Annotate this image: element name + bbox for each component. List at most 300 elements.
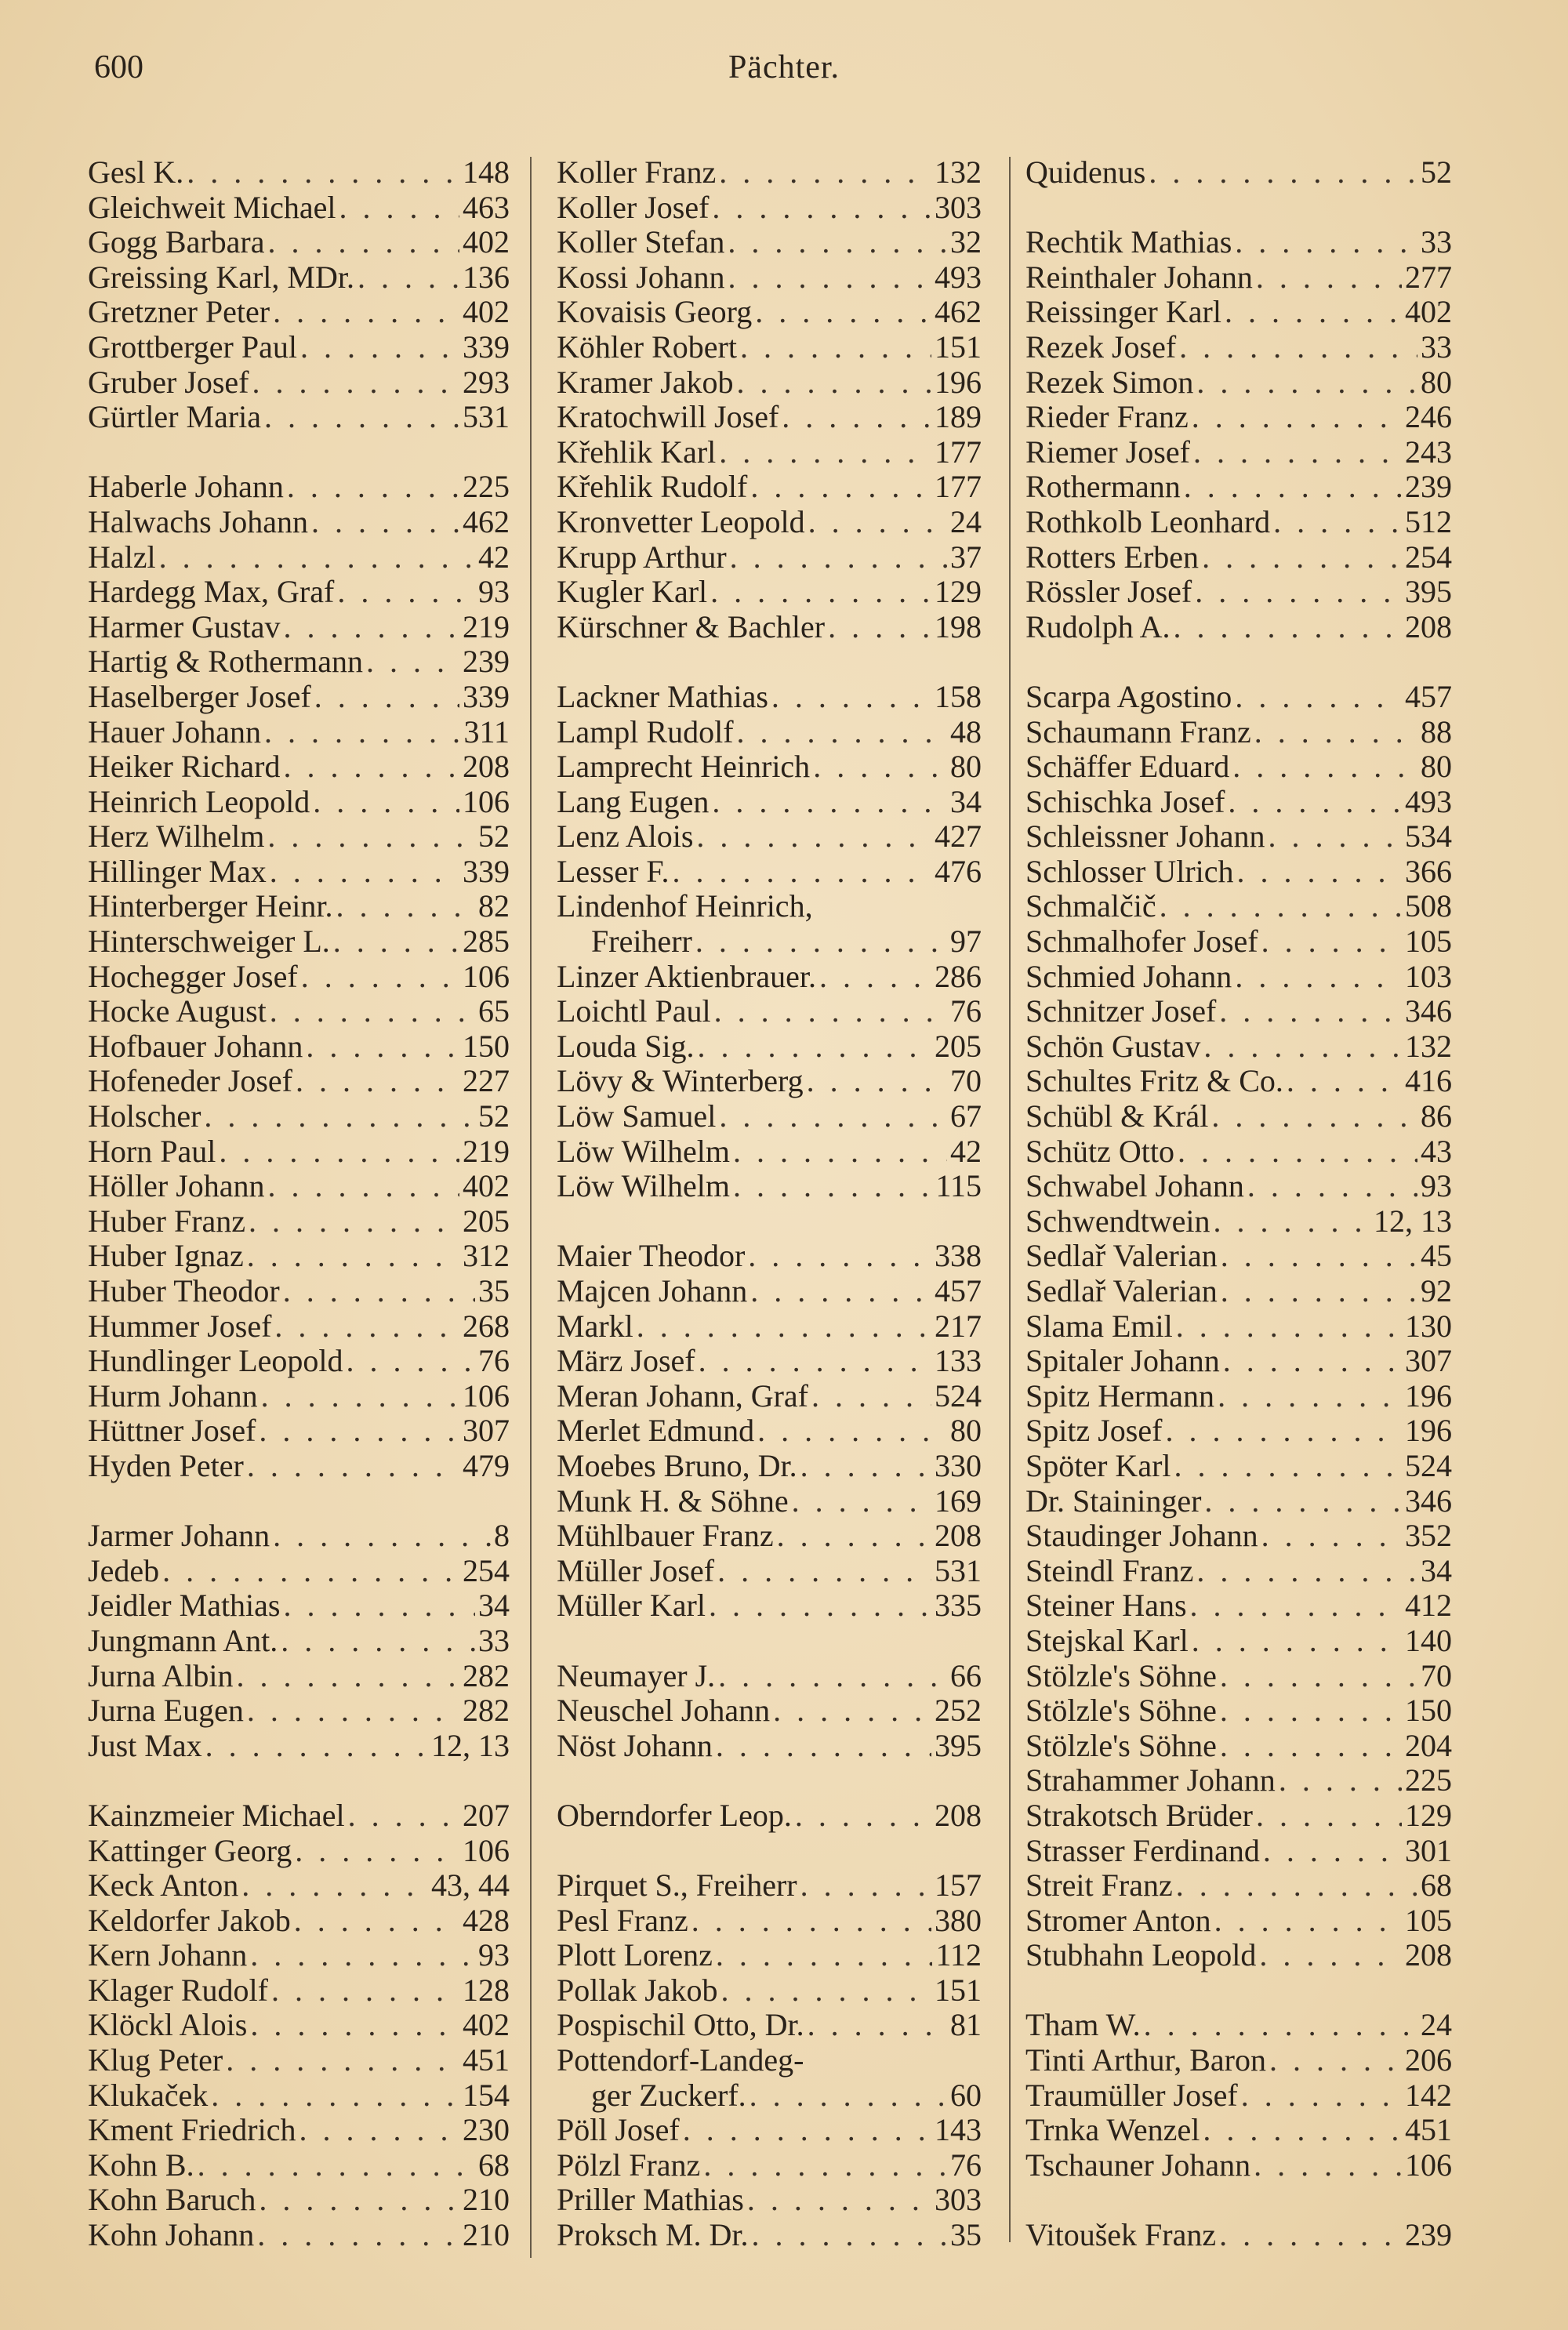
entry-name: Löw Wilhelm — [557, 1134, 730, 1169]
entry-name: Stölzle's Söhne — [1025, 1728, 1217, 1763]
entry-name: Kovaisis Georg — [557, 295, 753, 330]
index-entry — [1025, 1484, 1452, 1519]
entry-name: Gruber Josef — [88, 365, 249, 400]
dot-leader — [1269, 819, 1402, 855]
entry-name: Huber Franz — [88, 1203, 246, 1239]
entry-name: Mühlbauer Franz — [557, 1519, 774, 1554]
index-entry — [557, 1659, 982, 1694]
entry-name: Spitz Josef — [1025, 1414, 1163, 1449]
entry-name: Lang Eugen — [557, 784, 710, 819]
dot-leader — [1179, 330, 1417, 365]
dot-leader — [750, 470, 931, 505]
entry-page-reference: 43, 44 — [431, 1868, 510, 1904]
index-entry — [88, 889, 510, 924]
index-entry — [88, 400, 510, 435]
section-gap — [1025, 191, 1452, 226]
entry-page-reference: 80 — [1421, 365, 1452, 400]
index-entry — [88, 1834, 510, 1869]
entry-name: Strasser Ferdinand — [1025, 1833, 1260, 1868]
entry-page-reference: 204 — [1405, 1728, 1452, 1763]
dot-leader — [336, 889, 475, 924]
index-entry — [88, 330, 510, 365]
entry-page-reference: 412 — [1405, 1588, 1452, 1624]
dot-leader — [1218, 1379, 1402, 1414]
entry-name: Loichtl Paul — [557, 994, 711, 1029]
entry-name: Sedlař Valerian — [1025, 1239, 1218, 1274]
index-entry — [88, 1519, 510, 1554]
index-entry — [1025, 1834, 1452, 1869]
dot-leader — [777, 1519, 931, 1554]
dot-leader — [250, 2008, 459, 2043]
entry-name: Hocke August — [88, 994, 267, 1029]
dot-leader — [226, 2043, 459, 2078]
dot-leader — [284, 1588, 476, 1624]
entry-page-reference: 402 — [463, 225, 510, 260]
index-entry — [557, 1938, 982, 1973]
entry-name: Stejskal Karl — [1025, 1623, 1189, 1658]
index-entry — [557, 1064, 982, 1099]
index-entry — [88, 1449, 510, 1484]
entry-name: Jurna Eugen — [88, 1693, 244, 1729]
index-entry — [1025, 575, 1452, 610]
index-entry — [1025, 1309, 1452, 1345]
entry-name: Plott Lorenz — [557, 1938, 713, 1973]
entry-page-reference: 380 — [935, 1903, 982, 1938]
dot-leader — [219, 1134, 459, 1170]
dot-leader — [1220, 1729, 1402, 1764]
entry-name: Krupp Arthur — [557, 539, 727, 575]
index-entry — [557, 1868, 982, 1904]
entry-name: Kern Johann — [88, 1938, 248, 1973]
index-entry — [1025, 819, 1452, 855]
index-entry — [557, 1729, 982, 1764]
entry-page-reference: 207 — [463, 1798, 510, 1833]
index-entry — [1025, 1449, 1452, 1484]
index-entry — [88, 2008, 510, 2043]
entry-page-reference: 136 — [463, 259, 510, 295]
dot-leader — [268, 1169, 459, 1204]
entry-page-reference: 106 — [1405, 2147, 1452, 2183]
dot-leader — [1211, 1099, 1417, 1134]
entry-name: Halwachs Johann — [88, 504, 309, 539]
dot-leader — [1269, 2043, 1402, 2078]
dot-leader — [267, 819, 475, 855]
entry-page-reference: 68 — [1421, 1868, 1452, 1904]
entry-name: Harmer Gustav — [88, 609, 281, 644]
index-entry — [88, 855, 510, 890]
entry-name: Gürtler Maria — [88, 400, 262, 435]
index-entry — [557, 610, 982, 645]
entry-page-reference: 33 — [1421, 329, 1452, 365]
entry-name: Rotters Erben — [1025, 539, 1200, 575]
index-entry — [88, 2183, 510, 2218]
index-entry — [88, 1693, 510, 1729]
index-entry — [1025, 924, 1452, 960]
dot-leader — [719, 435, 931, 470]
dot-leader — [1259, 1938, 1402, 1973]
dot-leader — [1219, 994, 1402, 1029]
dot-leader — [728, 225, 947, 260]
index-entry — [88, 2043, 510, 2078]
dot-leader — [808, 505, 947, 540]
entry-page-reference: 34 — [478, 1588, 510, 1624]
entry-page-reference: 366 — [1405, 854, 1452, 889]
entry-page-reference: 142 — [1405, 2078, 1452, 2113]
entry-name: Pirquet S., Freiherr — [557, 1868, 797, 1904]
index-entry — [88, 1134, 510, 1170]
entry-name: Nöst Johann — [557, 1728, 713, 1763]
entry-page-reference: 82 — [478, 889, 510, 924]
entry-name: Stubhahn Leopold — [1025, 1938, 1257, 1973]
entry-page-reference: 282 — [463, 1693, 510, 1729]
entry-name: Lampl Rudolf — [557, 714, 734, 749]
entry-page-reference: 115 — [935, 1169, 982, 1204]
index-entry — [88, 1904, 510, 1939]
entry-page-reference: 148 — [463, 155, 510, 190]
entry-name: Rössler Josef — [1025, 575, 1192, 610]
index-entry — [88, 994, 510, 1029]
section-gap — [557, 1204, 982, 1239]
entry-page-reference: 402 — [1405, 295, 1452, 330]
index-entry — [88, 1379, 510, 1414]
dot-leader — [1221, 1239, 1417, 1274]
index-entry — [1025, 400, 1452, 435]
entry-name: Pottendorf-Landeg- — [557, 2043, 804, 2078]
entry-name: Rothkolb Leonhard — [1025, 504, 1271, 539]
entry-page-reference: 210 — [463, 2183, 510, 2218]
index-entry — [1025, 1624, 1452, 1659]
entry-name: Vitoušek Franz — [1025, 2218, 1217, 2253]
entry-name: Strakotsch Brüder — [1025, 1798, 1253, 1833]
entry-page-reference: 303 — [935, 190, 982, 225]
entry-name: Schäffer Eduard — [1025, 749, 1230, 785]
dot-leader — [247, 1449, 459, 1484]
entry-page-reference: 346 — [1405, 994, 1452, 1029]
index-entry — [1025, 1588, 1452, 1624]
entry-name: Staudinger Johann — [1025, 1519, 1258, 1554]
entry-page-reference: 35 — [950, 2218, 982, 2253]
entry-name: Pesl Franz — [557, 1903, 688, 1938]
entry-page-reference: 239 — [1405, 470, 1452, 505]
entry-page-reference: 196 — [1405, 1414, 1452, 1449]
entry-name: Lövy & Winterberg — [557, 1064, 804, 1099]
entry-page-reference: 254 — [1405, 539, 1452, 575]
dot-leader — [1256, 260, 1402, 296]
entry-name: Lamprecht Heinrich — [557, 749, 811, 785]
index-entry — [88, 2218, 510, 2253]
entry-page-reference: 105 — [1405, 924, 1452, 960]
dot-leader — [300, 330, 459, 365]
running-title: Pächter. — [728, 49, 840, 85]
dot-leader — [750, 1274, 931, 1309]
entry-name: Munk H. & Söhne — [557, 1483, 789, 1519]
dot-leader — [1190, 1588, 1402, 1624]
dot-leader — [273, 295, 459, 330]
index-entry — [88, 1588, 510, 1624]
index-entry — [1025, 1204, 1452, 1239]
index-entry — [1025, 1274, 1452, 1309]
index-entry — [1025, 2218, 1452, 2253]
entry-page-reference: 427 — [935, 819, 982, 855]
dot-leader — [800, 1868, 931, 1904]
entry-page-reference: 154 — [463, 2078, 510, 2113]
dot-leader — [1214, 1204, 1370, 1239]
entry-name: Hofeneder Josef — [88, 1064, 292, 1099]
entry-name: Tham W. — [1025, 2008, 1141, 2043]
dot-leader — [162, 1554, 459, 1589]
dot-leader — [719, 1099, 947, 1134]
index-entry — [88, 365, 510, 401]
dot-leader — [250, 1938, 475, 1973]
entry-name: Gogg Barbara — [88, 225, 265, 260]
index-entry — [557, 575, 982, 610]
entry-page-reference: 239 — [463, 644, 510, 680]
index-entry — [557, 855, 982, 890]
entry-name: Rieder Franz — [1025, 400, 1189, 435]
entry-name: Jurna Albin — [88, 1658, 234, 1693]
dot-leader — [337, 575, 475, 610]
entry-page-reference: 48 — [950, 714, 982, 749]
dot-leader — [1220, 1693, 1402, 1729]
entry-name: Schmalčič — [1025, 889, 1156, 924]
entry-name: Höller Johann — [88, 1169, 265, 1204]
entry-page-reference: 531 — [935, 1553, 982, 1588]
dot-leader — [800, 1449, 931, 1484]
entry-page-reference: 534 — [1405, 819, 1452, 855]
index-entry — [557, 435, 982, 470]
index-entry — [88, 1659, 510, 1694]
entry-page-reference: 45 — [1421, 1239, 1452, 1274]
index-entry — [557, 1519, 982, 1554]
entry-name: Rezek Josef — [1025, 329, 1177, 365]
index-entry — [1025, 1029, 1452, 1065]
index-entry — [88, 1729, 510, 1764]
entry-name: Koller Franz — [557, 155, 717, 190]
entry-page-reference: 177 — [935, 470, 982, 505]
dot-leader — [1225, 295, 1402, 330]
index-entry — [557, 260, 982, 296]
index-entry — [557, 1309, 982, 1345]
dot-leader — [1195, 575, 1402, 610]
dot-leader — [733, 1134, 947, 1170]
index-entry — [1025, 330, 1452, 365]
index-entry — [88, 2078, 510, 2114]
entry-name: Dr. Staininger — [1025, 1483, 1202, 1519]
section-gap — [557, 1624, 982, 1659]
entry-page-reference: 106 — [463, 1378, 510, 1414]
entry-name: Schwabel Johann — [1025, 1169, 1244, 1204]
entry-page-reference: 196 — [1405, 1378, 1452, 1414]
dot-leader — [1261, 1519, 1402, 1554]
entry-page-reference: 239 — [1405, 2218, 1452, 2253]
entry-page-reference: 339 — [463, 329, 510, 365]
index-entry — [557, 1379, 982, 1414]
entry-name: Pospischil Otto, Dr. — [557, 2008, 804, 2043]
index-entry — [88, 1309, 510, 1345]
entry-page-reference: 70 — [950, 1064, 982, 1099]
entry-page-reference: 208 — [1405, 609, 1452, 644]
dot-leader — [712, 191, 931, 226]
index-entry — [88, 191, 510, 226]
dot-leader — [1279, 1763, 1402, 1798]
dot-leader — [1204, 1484, 1402, 1519]
entry-name: Tschauner Johann — [1025, 2147, 1251, 2183]
dot-leader — [1174, 1449, 1402, 1484]
dot-leader — [241, 1868, 428, 1904]
index-entry — [1025, 225, 1452, 260]
dot-leader — [283, 1274, 475, 1309]
dot-leader — [1235, 225, 1417, 260]
dot-leader — [295, 1834, 459, 1869]
dot-leader — [314, 680, 459, 715]
index-entry — [1025, 1868, 1452, 1904]
dot-leader — [712, 785, 947, 820]
dot-leader — [1160, 889, 1402, 924]
index-entry — [1025, 1169, 1452, 1204]
entry-page-reference: 43 — [1421, 1134, 1452, 1169]
index-entry — [557, 470, 982, 505]
index-entry — [1025, 2008, 1452, 2043]
dot-leader — [257, 2218, 459, 2253]
index-entry — [557, 225, 982, 260]
index-entry — [88, 1973, 510, 2009]
index-entry — [557, 1904, 982, 1939]
entry-name: Linzer Aktienbrauer. — [557, 959, 816, 994]
entry-page-reference: 169 — [935, 1483, 982, 1519]
entry-name: Keldorfer Jakob — [88, 1903, 291, 1938]
entry-page-reference: 33 — [478, 1623, 510, 1658]
index-entry — [88, 715, 510, 750]
dot-leader — [695, 924, 947, 960]
index-entry — [88, 749, 510, 785]
entry-page-reference: 24 — [1421, 2008, 1452, 2043]
index-entry — [88, 819, 510, 855]
dot-leader — [1203, 1029, 1402, 1065]
dot-leader — [1144, 2008, 1417, 2043]
entry-name: Keck Anton — [88, 1868, 239, 1904]
entry-name: Huber Ignaz — [88, 1239, 244, 1274]
entry-page-reference: 335 — [935, 1588, 982, 1624]
dot-leader — [737, 715, 947, 750]
dot-leader — [274, 1309, 459, 1345]
dot-leader — [683, 2113, 931, 2148]
entry-page-reference: 76 — [950, 994, 982, 1029]
index-entry — [1025, 260, 1452, 296]
dot-leader — [187, 155, 459, 191]
entry-page-reference: 76 — [478, 1344, 510, 1379]
entry-page-reference: 34 — [950, 784, 982, 819]
dot-leader — [339, 191, 459, 226]
entry-name: Hundlinger Leopold — [88, 1344, 343, 1379]
entry-page-reference: 106 — [463, 784, 510, 819]
index-entry — [1025, 715, 1452, 750]
dot-leader — [721, 1973, 931, 2009]
entry-name: Trnka Wenzel — [1025, 2113, 1200, 2148]
entry-page-reference: 68 — [478, 2147, 510, 2183]
index-entry — [88, 540, 510, 575]
index-entry — [88, 960, 510, 995]
dot-leader — [1176, 1868, 1417, 1904]
index-entry — [1025, 155, 1452, 191]
entry-page-reference: 80 — [950, 1414, 982, 1449]
entry-name: Stromer Anton — [1025, 1903, 1211, 1938]
entry-page-reference: 205 — [935, 1029, 982, 1064]
entry-name: Klug Peter — [88, 2043, 223, 2078]
entry-page-reference: 457 — [935, 1274, 982, 1308]
index-entry — [557, 1554, 982, 1589]
dot-leader — [1254, 715, 1417, 750]
entry-name: Klager Rudolf — [88, 1973, 268, 2008]
index-entry — [1025, 889, 1452, 924]
dot-leader — [757, 1414, 947, 1449]
index-entry — [88, 1239, 510, 1274]
dot-leader — [1203, 2113, 1402, 2148]
dot-leader — [750, 2078, 947, 2114]
index-column-3 — [1025, 155, 1452, 2253]
entry-name: Tinti Arthur, Baron — [1025, 2043, 1266, 2078]
entry-page-reference: 42 — [950, 1134, 982, 1169]
dot-leader — [733, 1169, 933, 1204]
entry-page-reference: 196 — [935, 365, 982, 400]
entry-page-reference: 268 — [463, 1308, 510, 1344]
index-entry — [88, 1554, 510, 1589]
index-entry — [557, 540, 982, 575]
page-header — [0, 49, 1568, 96]
entry-page-reference: 52 — [478, 819, 510, 855]
index-entry — [557, 889, 982, 924]
entry-name: Hinterberger Heinr. — [88, 889, 333, 924]
entry-page-reference: 307 — [1405, 1344, 1452, 1379]
entry-page-reference: 105 — [1405, 1903, 1452, 1938]
dot-leader — [1241, 2078, 1402, 2114]
dot-leader — [1192, 400, 1402, 435]
entry-name: Spöter Karl — [1025, 1448, 1171, 1483]
entry-page-reference: 524 — [1405, 1448, 1452, 1483]
entry-page-reference: 219 — [463, 609, 510, 644]
entry-name: Kugler Karl — [557, 575, 708, 610]
entry-name: Kohn B. — [88, 2147, 194, 2183]
dot-leader — [205, 1729, 428, 1764]
dot-leader — [1232, 749, 1417, 785]
entry-page-reference: 86 — [1421, 1099, 1452, 1134]
entry-name: Horn Paul — [88, 1134, 216, 1169]
entry-page-reference: 66 — [950, 1658, 982, 1693]
entry-page-reference: 208 — [1405, 1938, 1452, 1973]
index-entry — [557, 1449, 982, 1484]
dot-leader — [714, 994, 947, 1029]
entry-name: Schultes Fritz & Co. — [1025, 1064, 1283, 1099]
entry-name: Heiker Richard — [88, 749, 281, 785]
dot-leader — [736, 365, 931, 401]
dot-leader — [1256, 1798, 1402, 1834]
entry-page-reference: 416 — [1405, 1064, 1452, 1099]
index-entry — [88, 1029, 510, 1065]
index-entry — [557, 1798, 982, 1834]
dot-leader — [795, 1798, 931, 1834]
entry-page-reference: 106 — [463, 959, 510, 994]
index-entry — [88, 680, 510, 715]
entry-page-reference: 254 — [463, 1553, 510, 1588]
dot-leader — [301, 960, 459, 995]
index-entry — [557, 330, 982, 365]
dot-leader — [1254, 2148, 1402, 2183]
index-entry — [557, 1973, 982, 2009]
section-gap — [557, 1763, 982, 1798]
index-entry — [88, 470, 510, 505]
entry-page-reference: 286 — [935, 959, 982, 994]
index-entry — [88, 575, 510, 610]
index-entry — [557, 400, 982, 435]
